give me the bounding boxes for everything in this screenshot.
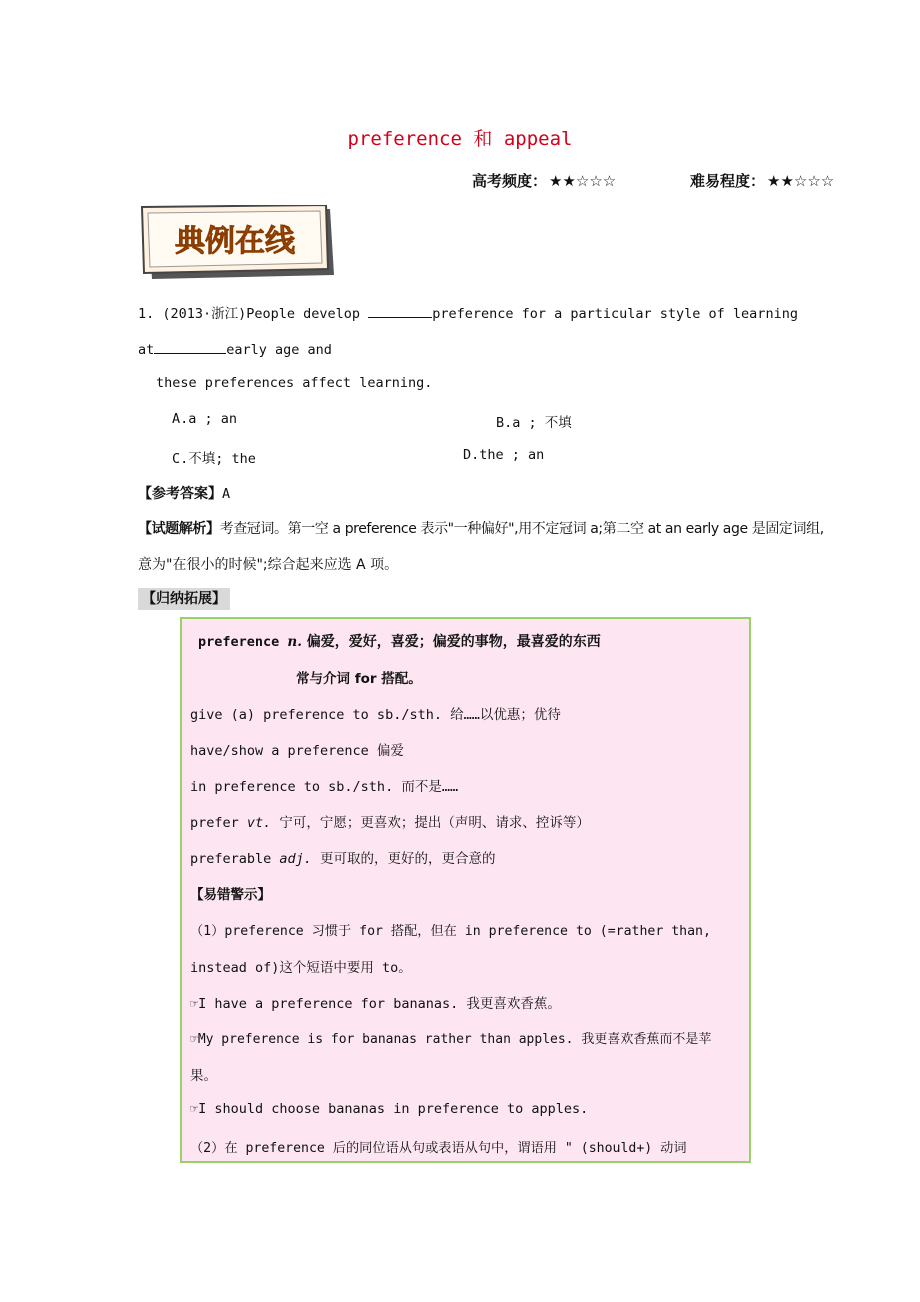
prefer-pos: vt.	[246, 815, 272, 831]
prefer-text: 宁可，宁愿；更喜欢；提出（声明、请求、控诉等）	[271, 815, 590, 831]
phrase-2: have/show a preference 偏爱	[190, 743, 404, 759]
option-c: C.不填; the	[172, 451, 256, 467]
option-a: A.a ; an	[172, 411, 238, 427]
def-text: 偏爱，爱好，喜爱；偏爱的事物，最喜爱的东西	[301, 634, 601, 650]
question-line-1	[138, 302, 798, 322]
example-3: ☞I should choose bananas in preference to apples.	[190, 1101, 589, 1117]
banner-graphic	[138, 205, 338, 283]
prefer-line	[190, 811, 590, 831]
preferable-word: preferable	[190, 851, 280, 867]
exam-frequency	[472, 170, 616, 191]
question-text-cont: preference for a particular style of learning	[432, 306, 798, 322]
note-1-line-1: （1）preference 习惯于 for 搭配，但在 in preference to (=rather than,	[190, 924, 711, 939]
difficulty-stars: ★★☆☆☆	[767, 172, 835, 190]
option-d: D.the ; an	[463, 447, 545, 463]
answer-value: A	[222, 486, 231, 502]
analysis-label: 【试题解析】	[138, 521, 220, 537]
section-banner	[138, 205, 338, 283]
preferable-text: 更可取的，更好的，更合意的	[311, 851, 496, 867]
difficulty-label: 难易程度：	[690, 172, 766, 190]
definition-line	[198, 631, 601, 651]
phrase-1: give (a) preference to sb./sth. 给……以优惠；优待	[190, 707, 561, 723]
question-text-age: early age and	[226, 342, 332, 358]
prefer-word: prefer	[190, 815, 247, 831]
note-2: （2）在 preference 后的同位语从句或表语从句中，谓语用 " (should+) 动词	[190, 1141, 687, 1156]
example-2-line-1: ☞My preference is for bananas rather than apples. 我更喜欢香蕉而不是苹	[190, 1032, 712, 1047]
option-b: B.a ; 不填	[496, 415, 572, 431]
note-1-line-2: instead of)这个短语中要用 to。	[190, 960, 412, 976]
answer-label: 【参考答案】	[138, 486, 222, 502]
analysis-line-2: 意为"在很小的时候";综合起来应选 A 项。	[138, 557, 399, 573]
reference-answer	[138, 483, 230, 503]
question-line-2	[138, 339, 332, 358]
question-line-3: these preferences affect learning.	[156, 375, 433, 391]
def-word: preference	[198, 634, 288, 650]
preferable-pos: adj.	[279, 851, 312, 867]
question-text-at: at	[138, 342, 155, 358]
difficulty	[690, 170, 834, 191]
expansion-tag: 【归纳拓展】	[138, 588, 230, 610]
analysis-text: 考查冠词。第一空 a preference 表示"一种偏好",用不定冠词 a;第二空 at an early age 是固定词组,	[219, 521, 824, 537]
page-title: preference 和 appeal	[347, 128, 573, 150]
example-1: ☞I have a preference for bananas. 我更喜欢香蕉。	[190, 996, 561, 1012]
phrase-3: in preference to sb./sth. 而不是……	[190, 779, 459, 795]
warning-label: 【易错警示】	[190, 887, 271, 903]
analysis-line-1	[138, 518, 824, 538]
answer-blank-2	[154, 339, 226, 354]
collocation-note: 常与介词 for 搭配。	[296, 671, 422, 687]
banner-text: 典例在线	[175, 224, 295, 259]
frequency-stars: ★★☆☆☆	[549, 172, 617, 190]
example-2-line-2: 果。	[190, 1068, 217, 1084]
preferable-line	[190, 847, 496, 867]
frequency-label: 高考频度：	[472, 172, 548, 190]
question-text: 1. (2013·浙江)People develop	[138, 306, 369, 322]
answer-blank-1	[368, 303, 432, 318]
def-pos: n.	[287, 634, 302, 650]
